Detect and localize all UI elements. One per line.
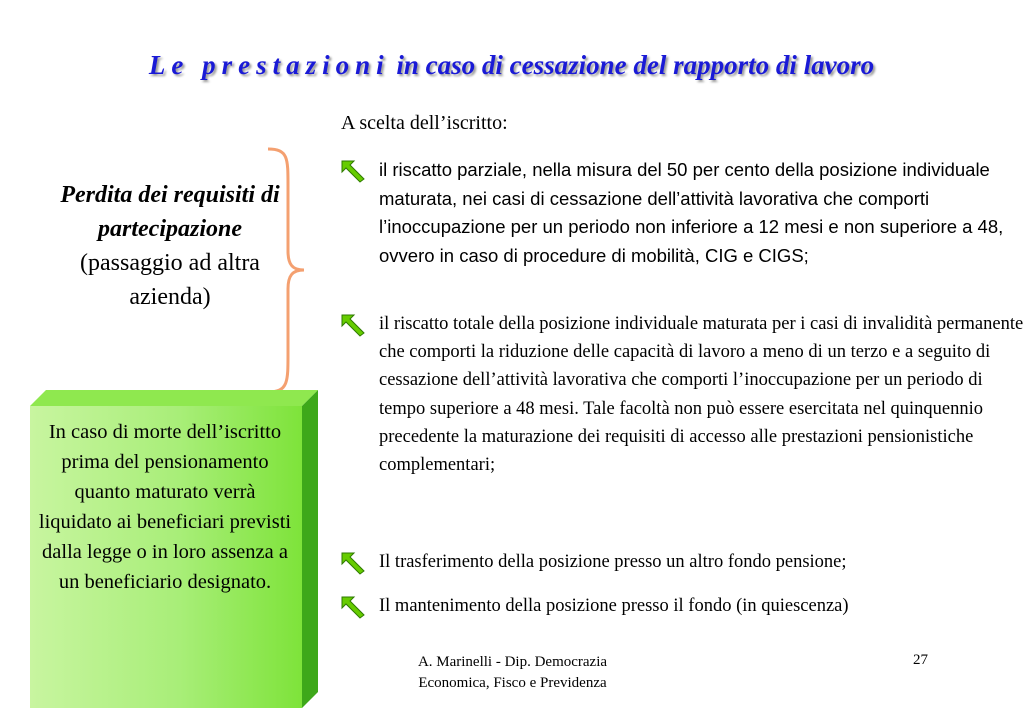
bullet-text: Il trasferimento della posizione presso un altro fondo pensione; — [379, 552, 847, 572]
heading-note: (passaggio ad altra azienda) — [80, 250, 260, 310]
arrow-up-left-icon — [340, 551, 366, 575]
bullet-text: il riscatto parziale, nella misura del 50 per cento della posizione individuale maturata, nei casi di cessazione dell’attività lavorativa che comporti l’inoccupazione per un periodo non inferiore a 12 mesi e non superiore a 48, ovvero in caso di procedure di mobilità, CIG e CIGS; — [379, 159, 1004, 266]
right-curly-brace — [262, 146, 308, 396]
bullet-item — [340, 310, 1023, 479]
bullet-text: il riscatto totale della posizione individuale maturata per i casi di invalidità permanente che comporti la riduzione delle capacità di lavoro a meno di un terzo e a seguito di cessazione dell’attività lavorativa che comporti l’inoccupazione per un periodo di tempo superiore a 48 mesi. Tale facoltà non può essere esercitata nel quinquennio precedente la maturazione dei requisiti di accesso alle prestazioni pensionistiche complementari; — [379, 314, 1023, 476]
arrow-up-left-icon — [340, 595, 366, 619]
page-number: 27 — [913, 652, 928, 668]
title-rest: in caso di cessazione del rapporto di lavoro — [396, 50, 875, 80]
slide-title — [0, 50, 1023, 81]
title-spaced-part: Le prestazioni — [148, 50, 390, 80]
bullet-text: Il mantenimento della posizione presso il fondo (in quiescenza) — [379, 596, 849, 616]
arrow-up-left-icon — [340, 313, 366, 337]
bullet-item — [340, 548, 847, 576]
bullet-item — [340, 592, 849, 620]
bullet-item — [340, 156, 1023, 270]
left-heading — [55, 178, 285, 314]
arrow-up-left-icon — [340, 159, 366, 183]
intro-text: A scelta dell’iscritto: — [341, 112, 508, 134]
heading-emphasis: Perdita dei requisiti di partecipazione — [60, 182, 280, 242]
green-box-text: In caso di morte dell’iscritto prima del pensionamento quanto maturato verrà liquidato ai beneficiari previsti dalla legge o in loro assenza a un beneficiario designato. — [38, 421, 292, 593]
footer-line-1: A. Marinelli - Dip. Democrazia — [417, 654, 608, 670]
footer-line-2: Economica, Fisco e Previdenza — [418, 675, 607, 691]
footer-credit — [380, 652, 645, 694]
